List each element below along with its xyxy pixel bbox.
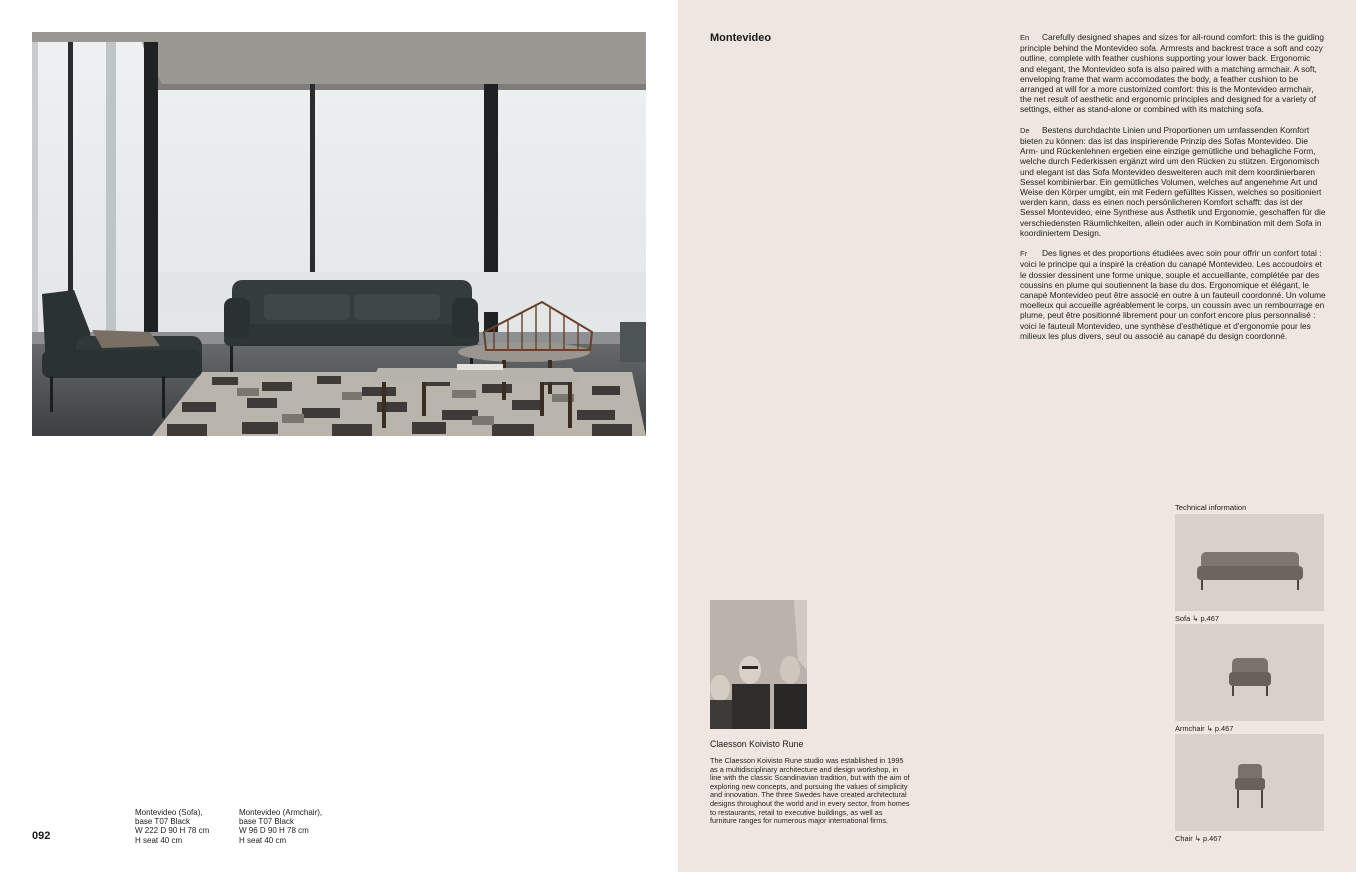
description-block [1020,32,1326,351]
caption-line: W 96 D 90 H 78 cm [239,826,309,836]
page-number: 092 [32,830,51,842]
description-text: Carefully designed shapes and sizes for all-round comfort: this is the guiding principle behind the Montevideo sofa. Armrests and backrest trace a soft and cozy outline, complete with feather cushions supporting your lower back. Ergonomic and elegant, the Montevideo sofa is also paired with a matching armchair. A soft, enveloping frame that warm accomodates the body, a feather cushion to be arranged at will for a more customized comfort: this is the Montevideo armchair, the net result of aesthetic and ergonomic principles and designed for a variety of settings, either as stand-alone or combined with its matching sofa. [1020,32,1324,115]
description-fr [1020,248,1326,341]
designers-portrait-illustration [710,600,807,729]
caption-line: Montevideo (Sofa), [135,808,203,817]
chair-link[interactable]: Chair ↳ p.467 [1175,834,1222,843]
designer-name: Claesson Koivisto Rune [710,739,804,749]
caption-line: H seat 40 cm [135,835,183,845]
living-room-illustration [32,32,646,436]
caption-line: W 222 D 90 H 78 cm [135,826,210,836]
caption-line: base T07 Black [135,817,190,827]
sofa-thumbnail [1175,514,1324,611]
armchair-link[interactable]: Armchair ↳ p.467 [1175,724,1234,733]
caption-line: base T07 Black [239,817,294,827]
description-text: Bestens durchdachte Linien und Proportionen um umfassenden Komfort bieten zu können: das ist das inspirierende Prinzip des Sofas Montevideo. Die Arm- und Rückenlehnen ergeben eine einzige gemütliche und behagliche Form, welche durch Federkissen ergänzt wird um den Rücken zu stützen. Ergonomisch und elegant ist das Sofa Montevideo desweiteren auch mit dem koordinierbaren Sessel kombinierbar. Ein gemütliches Volumen, welches auf angenehme Art und Weise den Körper umgibt, ein mit Federn gefülltes Kissen, welches so positioniert werden kann, dass es einen noch persönlicheren Komfort schafft: das ist der Sessel Montevideo, eine Synthese aus Ästhetik und Ergonomie, geschaffen für die verschiedensten Räumlichkeiten, allein oder auch in Kombination mit dem Sofa in koordiniertem Design. [1020,124,1326,238]
lang-label: De [1020,125,1030,135]
sofa-icon [1175,514,1324,611]
armchair-thumbnail [1175,624,1324,721]
caption-sofa [135,808,209,845]
interior-photo [32,32,646,436]
sofa-link[interactable]: Sofa ↳ p.467 [1175,614,1219,623]
chair-icon [1175,734,1324,831]
caption-line: Montevideo (Armchair), [239,808,323,817]
description-text: Des lignes et des proportions étudiées avec soin pour offrir un confort total : voici le principe qui a inspiré la création du canapé Montevideo. Les accoudoirs et le dossier dessinent une forme unique, souple et accueillante, complétée par des coussins en plume qui soutiennent la base du dos. Ergonomique et élégant, le canapé Montevideo peut être associé en outre à un fauteuil coordonné. Un volume moelleux qui accueille agréablement le corps, un coussin avec un rembourrage en plume, peut être positionné librement pour un confort encore plus personnalisé : voici le fauteuil Montevideo, une synthèse d'esthétique et d'ergonomie pour les milieux les plus divers, seul ou associé au canapé du design coordonné. [1020,248,1326,341]
chair-thumbnail [1175,734,1324,831]
lang-label: Fr [1020,249,1028,259]
technical-info-title: Technical information [1175,503,1247,512]
product-title: Montevideo [710,32,772,44]
armchair-icon [1175,624,1324,721]
description-de [1020,125,1326,238]
designer-photo [710,600,807,729]
description-en [1020,32,1326,115]
designer-bio: The Claesson Koivisto Rune studio was established in 1995 as a multidisciplinary architecture and design workshop, in line with the classic Scandinavian tradition, but with the aim of exploring new concepts, and pursuing the values of simplicity and innovation. The three Swedes have created architectural designs throughout the world and in every sector, from homes to restaurants, retail to executive buildings, as well as furniture ranges for numerous major international firms. [710,756,910,826]
caption-line: H seat 40 cm [239,835,287,845]
caption-armchair [239,808,322,845]
lang-label: En [1020,33,1030,42]
